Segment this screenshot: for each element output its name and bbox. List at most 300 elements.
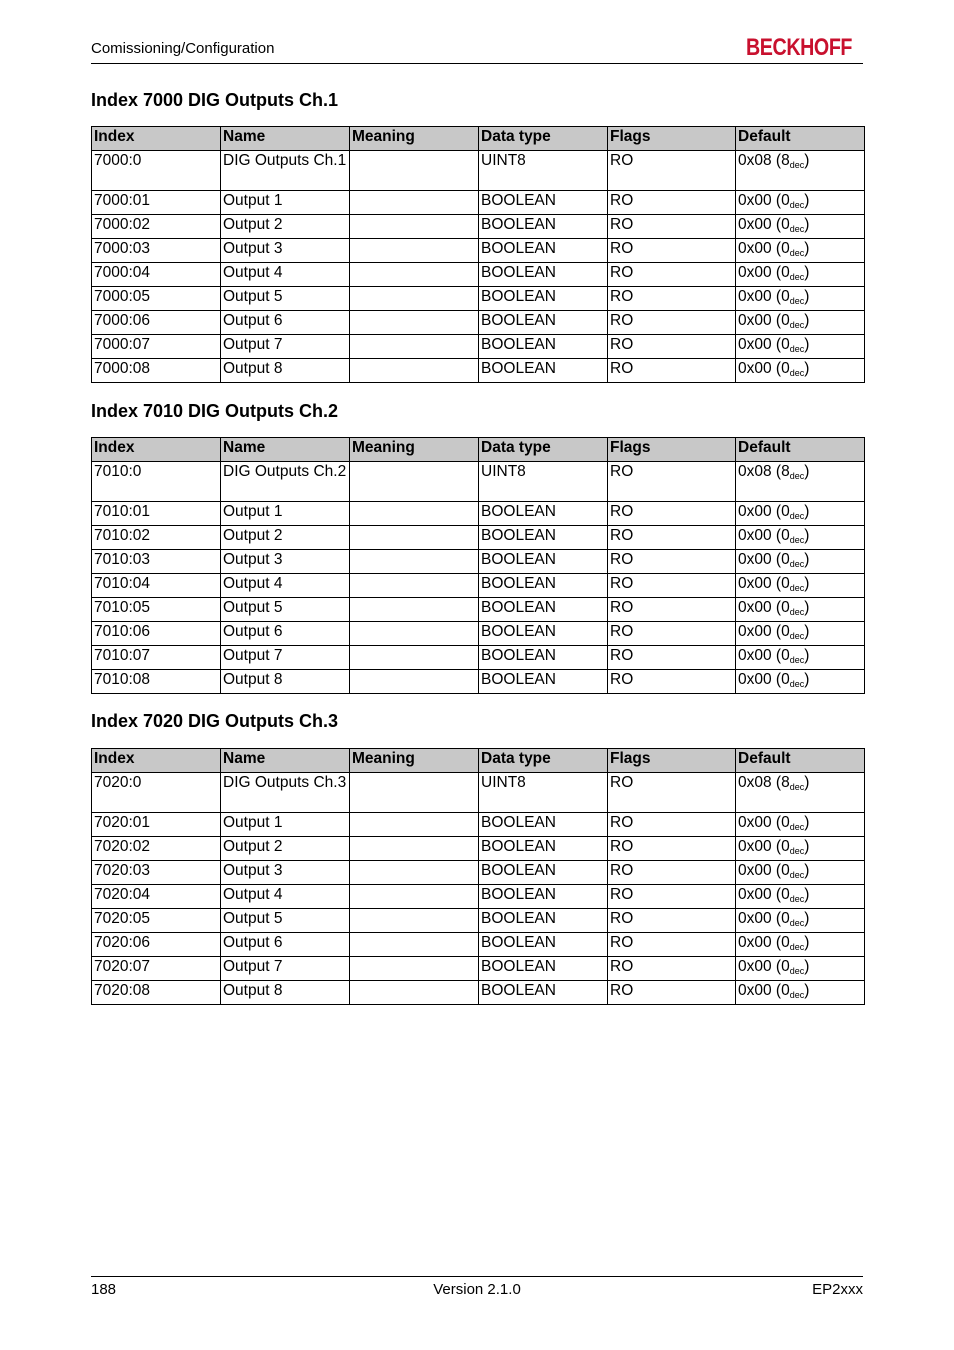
default-base-subscript: dec bbox=[789, 160, 805, 170]
default-value: 0x00 (0 bbox=[738, 360, 790, 377]
default-close-paren: ) bbox=[804, 910, 810, 927]
cell-default bbox=[736, 287, 865, 311]
cell-default bbox=[736, 263, 865, 287]
cell-flags: RO bbox=[608, 837, 736, 861]
cell-name: Output 3 bbox=[221, 239, 350, 263]
default-base-subscript: dec bbox=[789, 782, 805, 792]
cell-name: Output 7 bbox=[221, 957, 350, 981]
default-base-subscript: dec bbox=[789, 535, 805, 545]
column-header: Name bbox=[221, 749, 350, 773]
document-version: Version 2.1.0 bbox=[433, 1281, 521, 1298]
cell-type: BOOLEAN bbox=[479, 191, 608, 215]
cell-meaning bbox=[350, 933, 479, 957]
cell-default bbox=[736, 359, 865, 383]
cell-flags: RO bbox=[608, 646, 736, 670]
cell-meaning bbox=[350, 646, 479, 670]
header-divider bbox=[91, 63, 863, 64]
cell-index: 7010:06 bbox=[92, 622, 221, 646]
default-base-subscript: dec bbox=[789, 966, 805, 976]
default-close-paren: ) bbox=[804, 551, 810, 568]
cell-type: BOOLEAN bbox=[479, 622, 608, 646]
default-close-paren: ) bbox=[804, 647, 810, 664]
default-value: 0x00 (0 bbox=[738, 862, 790, 879]
default-value: 0x00 (0 bbox=[738, 240, 790, 257]
table-row bbox=[92, 462, 865, 502]
column-header: Name bbox=[221, 127, 350, 151]
cell-default bbox=[736, 574, 865, 598]
default-value: 0x00 (0 bbox=[738, 288, 790, 305]
default-close-paren: ) bbox=[804, 671, 810, 688]
cell-meaning bbox=[350, 861, 479, 885]
default-base-subscript: dec bbox=[789, 224, 805, 234]
cell-flags: RO bbox=[608, 933, 736, 957]
cell-meaning bbox=[350, 335, 479, 359]
table-row bbox=[92, 957, 865, 981]
default-base-subscript: dec bbox=[789, 368, 805, 378]
table-row bbox=[92, 670, 865, 694]
cell-meaning bbox=[350, 622, 479, 646]
default-value: 0x00 (0 bbox=[738, 599, 790, 616]
table-row bbox=[92, 191, 865, 215]
cell-meaning bbox=[350, 359, 479, 383]
default-close-paren: ) bbox=[804, 312, 810, 329]
cell-flags: RO bbox=[608, 526, 736, 550]
table-row bbox=[92, 598, 865, 622]
cell-name: DIG Outputs Ch.1 bbox=[221, 151, 350, 191]
cell-type: BOOLEAN bbox=[479, 239, 608, 263]
table-row bbox=[92, 263, 865, 287]
cell-default bbox=[736, 191, 865, 215]
cell-meaning bbox=[350, 311, 479, 335]
column-header: Index bbox=[92, 749, 221, 773]
table-row bbox=[92, 981, 865, 1005]
column-header: Meaning bbox=[350, 749, 479, 773]
cell-meaning bbox=[350, 151, 479, 191]
cell-default bbox=[736, 335, 865, 359]
cell-type: BOOLEAN bbox=[479, 263, 608, 287]
cell-type: BOOLEAN bbox=[479, 311, 608, 335]
column-header: Index bbox=[92, 438, 221, 462]
default-base-subscript: dec bbox=[789, 918, 805, 928]
cell-flags: RO bbox=[608, 191, 736, 215]
default-close-paren: ) bbox=[804, 503, 810, 520]
cell-type: BOOLEAN bbox=[479, 598, 608, 622]
default-close-paren: ) bbox=[804, 599, 810, 616]
cell-flags: RO bbox=[608, 957, 736, 981]
table-row bbox=[92, 813, 865, 837]
table-row bbox=[92, 151, 865, 191]
cell-flags: RO bbox=[608, 311, 736, 335]
cell-index: 7020:05 bbox=[92, 909, 221, 933]
product-name: EP2xxx bbox=[812, 1281, 863, 1298]
table-row bbox=[92, 239, 865, 263]
default-base-subscript: dec bbox=[789, 870, 805, 880]
cell-index: 7020:01 bbox=[92, 813, 221, 837]
default-base-subscript: dec bbox=[789, 320, 805, 330]
section-heading: Index 7000 DIG Outputs Ch.1 bbox=[91, 90, 339, 110]
cell-flags: RO bbox=[608, 861, 736, 885]
column-header: Data type bbox=[479, 749, 608, 773]
cell-default bbox=[736, 151, 865, 191]
default-value: 0x00 (0 bbox=[738, 192, 790, 209]
default-close-paren: ) bbox=[804, 240, 810, 257]
cell-flags: RO bbox=[608, 909, 736, 933]
cell-type: UINT8 bbox=[479, 773, 608, 813]
default-value: 0x00 (0 bbox=[738, 910, 790, 927]
default-base-subscript: dec bbox=[789, 894, 805, 904]
cell-type: UINT8 bbox=[479, 151, 608, 191]
table-row bbox=[92, 622, 865, 646]
cell-index: 7010:04 bbox=[92, 574, 221, 598]
default-base-subscript: dec bbox=[789, 248, 805, 258]
cell-default bbox=[736, 311, 865, 335]
cell-type: BOOLEAN bbox=[479, 574, 608, 598]
default-base-subscript: dec bbox=[789, 296, 805, 306]
cell-type: BOOLEAN bbox=[479, 933, 608, 957]
default-base-subscript: dec bbox=[789, 822, 805, 832]
cell-name: Output 2 bbox=[221, 837, 350, 861]
table-header-row bbox=[92, 127, 865, 151]
table-row bbox=[92, 574, 865, 598]
default-value: 0x00 (0 bbox=[738, 647, 790, 664]
default-close-paren: ) bbox=[804, 288, 810, 305]
cell-name: Output 8 bbox=[221, 670, 350, 694]
default-value: 0x08 (8 bbox=[738, 774, 790, 791]
cell-name: Output 1 bbox=[221, 813, 350, 837]
cell-name: Output 3 bbox=[221, 550, 350, 574]
cell-name: Output 6 bbox=[221, 311, 350, 335]
cell-index: 7010:05 bbox=[92, 598, 221, 622]
default-close-paren: ) bbox=[804, 623, 810, 640]
default-close-paren: ) bbox=[804, 527, 810, 544]
cell-type: BOOLEAN bbox=[479, 359, 608, 383]
cell-flags: RO bbox=[608, 239, 736, 263]
cell-index: 7000:08 bbox=[92, 359, 221, 383]
cell-name: Output 2 bbox=[221, 215, 350, 239]
default-close-paren: ) bbox=[804, 152, 810, 169]
cell-index: 7000:05 bbox=[92, 287, 221, 311]
cell-index: 7010:0 bbox=[92, 462, 221, 502]
default-base-subscript: dec bbox=[789, 942, 805, 952]
table-row bbox=[92, 909, 865, 933]
cell-default bbox=[736, 239, 865, 263]
cell-type: BOOLEAN bbox=[479, 670, 608, 694]
object-table bbox=[91, 748, 865, 1005]
cell-flags: RO bbox=[608, 622, 736, 646]
cell-name: Output 4 bbox=[221, 574, 350, 598]
cell-flags: RO bbox=[608, 813, 736, 837]
table-row bbox=[92, 335, 865, 359]
cell-index: 7020:04 bbox=[92, 885, 221, 909]
cell-flags: RO bbox=[608, 981, 736, 1005]
cell-default bbox=[736, 526, 865, 550]
cell-flags: RO bbox=[608, 598, 736, 622]
table-row bbox=[92, 646, 865, 670]
table-row bbox=[92, 215, 865, 239]
cell-type: BOOLEAN bbox=[479, 837, 608, 861]
cell-name: Output 5 bbox=[221, 287, 350, 311]
cell-name: DIG Outputs Ch.3 bbox=[221, 773, 350, 813]
cell-meaning bbox=[350, 837, 479, 861]
default-value: 0x00 (0 bbox=[738, 336, 790, 353]
cell-flags: RO bbox=[608, 263, 736, 287]
default-value: 0x00 (0 bbox=[738, 886, 790, 903]
page-number: 188 bbox=[91, 1281, 117, 1298]
default-value: 0x00 (0 bbox=[738, 527, 790, 544]
cell-type: BOOLEAN bbox=[479, 215, 608, 239]
cell-default bbox=[736, 837, 865, 861]
default-value: 0x00 (0 bbox=[738, 312, 790, 329]
default-value: 0x00 (0 bbox=[738, 671, 790, 688]
cell-flags: RO bbox=[608, 151, 736, 191]
cell-index: 7020:07 bbox=[92, 957, 221, 981]
default-base-subscript: dec bbox=[789, 679, 805, 689]
cell-name: Output 5 bbox=[221, 598, 350, 622]
table-row bbox=[92, 550, 865, 574]
cell-meaning bbox=[350, 526, 479, 550]
cell-index: 7000:04 bbox=[92, 263, 221, 287]
cell-default bbox=[736, 909, 865, 933]
cell-default bbox=[736, 502, 865, 526]
cell-default bbox=[736, 462, 865, 502]
cell-meaning bbox=[350, 191, 479, 215]
cell-default bbox=[736, 773, 865, 813]
table-row bbox=[92, 502, 865, 526]
beckhoff-logo: BECKHOFF bbox=[746, 34, 853, 61]
default-close-paren: ) bbox=[804, 886, 810, 903]
default-close-paren: ) bbox=[804, 575, 810, 592]
cell-name: Output 6 bbox=[221, 622, 350, 646]
default-base-subscript: dec bbox=[789, 471, 805, 481]
cell-index: 7010:01 bbox=[92, 502, 221, 526]
cell-meaning bbox=[350, 598, 479, 622]
cell-meaning bbox=[350, 909, 479, 933]
cell-default bbox=[736, 646, 865, 670]
cell-index: 7010:02 bbox=[92, 526, 221, 550]
cell-flags: RO bbox=[608, 215, 736, 239]
cell-flags: RO bbox=[608, 287, 736, 311]
default-base-subscript: dec bbox=[789, 990, 805, 1000]
default-close-paren: ) bbox=[804, 264, 810, 281]
default-base-subscript: dec bbox=[789, 655, 805, 665]
default-close-paren: ) bbox=[804, 216, 810, 233]
cell-meaning bbox=[350, 574, 479, 598]
cell-index: 7010:08 bbox=[92, 670, 221, 694]
column-header: Data type bbox=[479, 438, 608, 462]
cell-name: Output 8 bbox=[221, 359, 350, 383]
object-table bbox=[91, 126, 865, 383]
cell-default bbox=[736, 981, 865, 1005]
cell-name: Output 1 bbox=[221, 502, 350, 526]
cell-index: 7020:03 bbox=[92, 861, 221, 885]
default-value: 0x00 (0 bbox=[738, 934, 790, 951]
cell-name: Output 7 bbox=[221, 646, 350, 670]
default-close-paren: ) bbox=[804, 862, 810, 879]
cell-index: 7010:07 bbox=[92, 646, 221, 670]
column-header: Flags bbox=[608, 127, 736, 151]
section-heading: Index 7020 DIG Outputs Ch.3 bbox=[91, 711, 339, 731]
cell-name: Output 3 bbox=[221, 861, 350, 885]
column-header: Meaning bbox=[350, 127, 479, 151]
default-value: 0x08 (8 bbox=[738, 463, 790, 480]
default-close-paren: ) bbox=[804, 814, 810, 831]
cell-flags: RO bbox=[608, 359, 736, 383]
column-header: Index bbox=[92, 127, 221, 151]
default-value: 0x00 (0 bbox=[738, 623, 790, 640]
cell-meaning bbox=[350, 773, 479, 813]
table-row bbox=[92, 837, 865, 861]
default-value: 0x00 (0 bbox=[738, 551, 790, 568]
column-header: Default bbox=[736, 127, 865, 151]
default-value: 0x00 (0 bbox=[738, 503, 790, 520]
running-header-title: Comissioning/Configuration bbox=[91, 40, 275, 57]
default-close-paren: ) bbox=[804, 774, 810, 791]
cell-name: Output 1 bbox=[221, 191, 350, 215]
cell-index: 7000:03 bbox=[92, 239, 221, 263]
cell-meaning bbox=[350, 670, 479, 694]
cell-default bbox=[736, 670, 865, 694]
cell-name: Output 7 bbox=[221, 335, 350, 359]
default-value: 0x00 (0 bbox=[738, 814, 790, 831]
cell-flags: RO bbox=[608, 550, 736, 574]
object-table bbox=[91, 437, 865, 694]
cell-default bbox=[736, 813, 865, 837]
default-value: 0x08 (8 bbox=[738, 152, 790, 169]
cell-type: BOOLEAN bbox=[479, 526, 608, 550]
default-close-paren: ) bbox=[804, 934, 810, 951]
cell-index: 7010:03 bbox=[92, 550, 221, 574]
column-header: Default bbox=[736, 749, 865, 773]
default-close-paren: ) bbox=[804, 360, 810, 377]
cell-name: Output 8 bbox=[221, 981, 350, 1005]
cell-index: 7020:0 bbox=[92, 773, 221, 813]
cell-index: 7000:06 bbox=[92, 311, 221, 335]
table-row bbox=[92, 861, 865, 885]
column-header: Data type bbox=[479, 127, 608, 151]
footer-divider bbox=[91, 1276, 863, 1277]
cell-type: BOOLEAN bbox=[479, 287, 608, 311]
cell-meaning bbox=[350, 462, 479, 502]
cell-default bbox=[736, 622, 865, 646]
table-header-row bbox=[92, 749, 865, 773]
cell-meaning bbox=[350, 981, 479, 1005]
default-base-subscript: dec bbox=[789, 559, 805, 569]
cell-name: DIG Outputs Ch.2 bbox=[221, 462, 350, 502]
table-row bbox=[92, 287, 865, 311]
cell-flags: RO bbox=[608, 462, 736, 502]
default-base-subscript: dec bbox=[789, 583, 805, 593]
table-header-row bbox=[92, 438, 865, 462]
column-header: Flags bbox=[608, 749, 736, 773]
table-row bbox=[92, 773, 865, 813]
table-row bbox=[92, 885, 865, 909]
cell-index: 7000:02 bbox=[92, 215, 221, 239]
default-value: 0x00 (0 bbox=[738, 982, 790, 999]
default-close-paren: ) bbox=[804, 463, 810, 480]
default-value: 0x00 (0 bbox=[738, 838, 790, 855]
cell-name: Output 4 bbox=[221, 885, 350, 909]
cell-index: 7000:07 bbox=[92, 335, 221, 359]
cell-type: UINT8 bbox=[479, 462, 608, 502]
cell-default bbox=[736, 957, 865, 981]
cell-default bbox=[736, 598, 865, 622]
cell-type: BOOLEAN bbox=[479, 813, 608, 837]
cell-index: 7020:06 bbox=[92, 933, 221, 957]
default-close-paren: ) bbox=[804, 958, 810, 975]
default-value: 0x00 (0 bbox=[738, 264, 790, 281]
cell-flags: RO bbox=[608, 885, 736, 909]
cell-name: Output 6 bbox=[221, 933, 350, 957]
default-close-paren: ) bbox=[804, 192, 810, 209]
cell-meaning bbox=[350, 957, 479, 981]
default-close-paren: ) bbox=[804, 838, 810, 855]
cell-meaning bbox=[350, 239, 479, 263]
cell-meaning bbox=[350, 287, 479, 311]
cell-type: BOOLEAN bbox=[479, 646, 608, 670]
cell-type: BOOLEAN bbox=[479, 981, 608, 1005]
cell-type: BOOLEAN bbox=[479, 550, 608, 574]
cell-flags: RO bbox=[608, 574, 736, 598]
cell-type: BOOLEAN bbox=[479, 861, 608, 885]
table-row bbox=[92, 359, 865, 383]
cell-default bbox=[736, 861, 865, 885]
cell-meaning bbox=[350, 813, 479, 837]
cell-default bbox=[736, 550, 865, 574]
table-row bbox=[92, 311, 865, 335]
default-base-subscript: dec bbox=[789, 846, 805, 856]
column-header: Name bbox=[221, 438, 350, 462]
cell-index: 7020:02 bbox=[92, 837, 221, 861]
cell-name: Output 2 bbox=[221, 526, 350, 550]
cell-name: Output 5 bbox=[221, 909, 350, 933]
default-base-subscript: dec bbox=[789, 631, 805, 641]
cell-type: BOOLEAN bbox=[479, 909, 608, 933]
default-value: 0x00 (0 bbox=[738, 575, 790, 592]
cell-type: BOOLEAN bbox=[479, 957, 608, 981]
cell-flags: RO bbox=[608, 502, 736, 526]
cell-index: 7020:08 bbox=[92, 981, 221, 1005]
section-heading: Index 7010 DIG Outputs Ch.2 bbox=[91, 401, 339, 421]
cell-flags: RO bbox=[608, 773, 736, 813]
cell-meaning bbox=[350, 263, 479, 287]
default-value: 0x00 (0 bbox=[738, 216, 790, 233]
cell-type: BOOLEAN bbox=[479, 335, 608, 359]
cell-default bbox=[736, 885, 865, 909]
cell-meaning bbox=[350, 502, 479, 526]
cell-default bbox=[736, 933, 865, 957]
cell-meaning bbox=[350, 550, 479, 574]
cell-type: BOOLEAN bbox=[479, 885, 608, 909]
table-row bbox=[92, 933, 865, 957]
cell-flags: RO bbox=[608, 670, 736, 694]
column-header: Meaning bbox=[350, 438, 479, 462]
default-base-subscript: dec bbox=[789, 344, 805, 354]
default-base-subscript: dec bbox=[789, 511, 805, 521]
default-base-subscript: dec bbox=[789, 607, 805, 617]
default-base-subscript: dec bbox=[789, 272, 805, 282]
cell-index: 7000:0 bbox=[92, 151, 221, 191]
default-value: 0x00 (0 bbox=[738, 958, 790, 975]
cell-meaning bbox=[350, 885, 479, 909]
cell-name: Output 4 bbox=[221, 263, 350, 287]
column-header: Flags bbox=[608, 438, 736, 462]
cell-default bbox=[736, 215, 865, 239]
cell-flags: RO bbox=[608, 335, 736, 359]
default-close-paren: ) bbox=[804, 336, 810, 353]
column-header: Default bbox=[736, 438, 865, 462]
table-row bbox=[92, 526, 865, 550]
default-base-subscript: dec bbox=[789, 200, 805, 210]
